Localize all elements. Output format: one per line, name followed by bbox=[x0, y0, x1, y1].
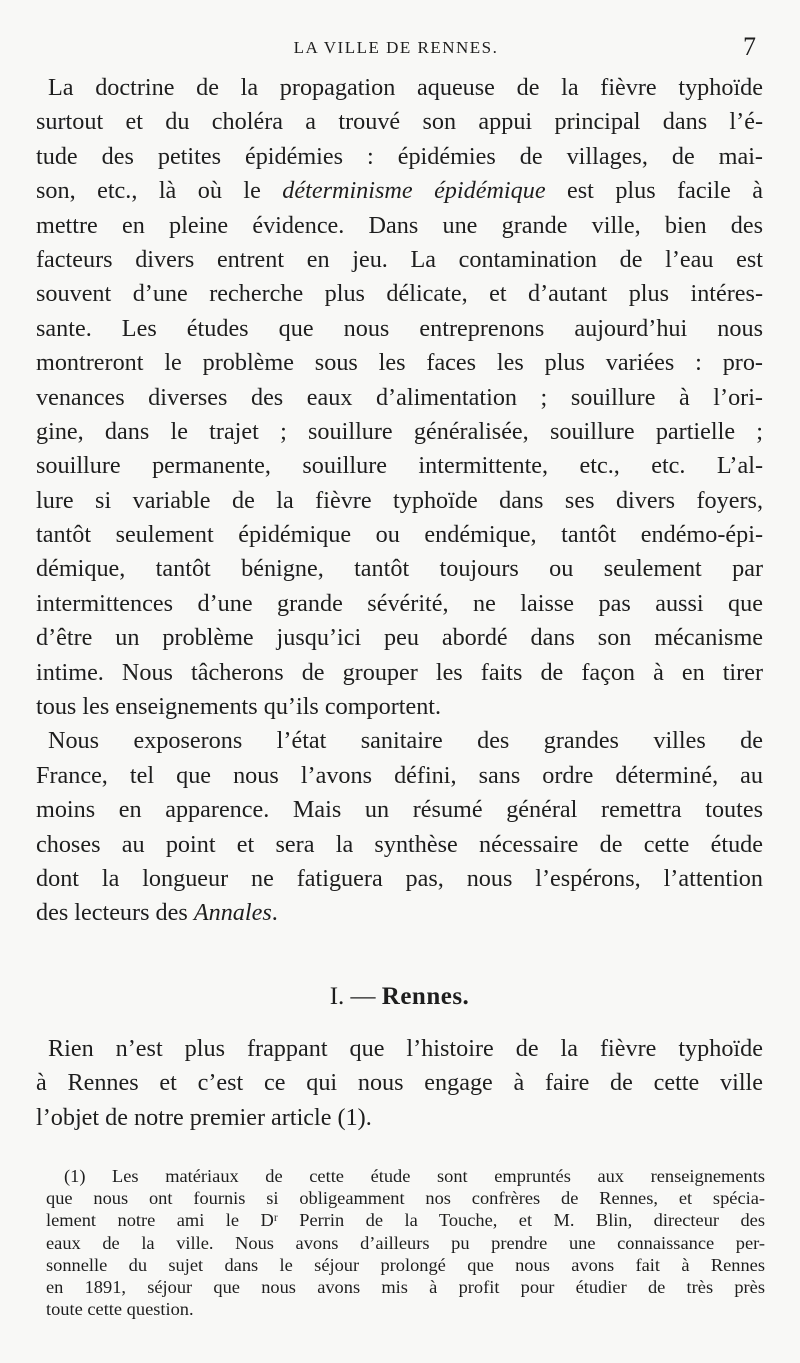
text-line: démique, tantôt bénigne, tantôt toujours ou seulement par bbox=[36, 555, 763, 583]
text-line: La doctrine de la propagation aqueuse de la fièvre typhoïde bbox=[48, 74, 763, 101]
italic-text: déterminisme épidémique bbox=[282, 177, 546, 205]
text-line bbox=[36, 174, 763, 208]
text-line: moins en apparence. Mais un résumé général remettra toutes bbox=[36, 796, 763, 824]
text-line: gine, dans le trajet ; souillure généralisée, souillure partielle ; bbox=[36, 417, 763, 445]
text-line: d’être un problème jusqu’ici peu abordé dans son mécanisme bbox=[36, 624, 763, 652]
intro-text bbox=[36, 71, 763, 931]
footnote-line: eaux de la ville. Nous avons d’ailleurs pu prendre une connaissance per- bbox=[46, 1232, 765, 1253]
intro-paragraph-2 bbox=[36, 724, 763, 930]
text-segment: des lecteurs des bbox=[36, 899, 194, 927]
section-number: I. — bbox=[329, 983, 376, 1010]
text-line: venances diverses des eaux d’alimentation ; souillure à l’ori- bbox=[36, 383, 763, 411]
text-line: Nous exposerons l’état sanitaire des grandes villes de bbox=[48, 727, 763, 755]
text-line: dont la longueur ne fatiguera pas, nous l’espérons, l’attention bbox=[36, 864, 763, 892]
text-line: lure si variable de la fièvre typhoïde dans ses divers foyers, bbox=[36, 486, 763, 514]
text-line: tous les enseignements qu’ils comportent. bbox=[36, 693, 442, 721]
text-line: Rien n’est plus frappant que l’histoire de la fièvre typhoïde bbox=[48, 1035, 763, 1062]
text-line: tantôt seulement épidémique ou endémique, tantôt endémo-épi- bbox=[36, 521, 763, 549]
footnote-line: toute cette question. bbox=[46, 1299, 194, 1320]
text-line bbox=[36, 896, 763, 930]
footnote-line: (1) Les matériaux de cette étude sont empruntés aux renseignements bbox=[64, 1166, 765, 1186]
footnote-line: sonnelle du sujet dans le séjour prolongé que nous avons fait à Rennes bbox=[46, 1254, 765, 1275]
running-head bbox=[36, 34, 756, 64]
page-number: 7 bbox=[743, 32, 756, 61]
intro-paragraph-1 bbox=[36, 71, 763, 724]
text-line: souillure permanente, souillure intermittente, etc., etc. L’al- bbox=[36, 452, 763, 480]
text-line: intermittences d’une grande sévérité, ne laisse pas aussi que bbox=[36, 589, 763, 617]
text-line: mettre en pleine évidence. Dans une grande ville, bien des bbox=[36, 211, 763, 239]
running-title: LA VILLE DE RENNES. bbox=[293, 38, 499, 57]
text-line: facteurs divers entrent en jeu. La contamination de l’eau est bbox=[36, 245, 763, 273]
footnote-line: en 1891, séjour que nous avons mis à profit pour étudier de très près bbox=[46, 1276, 765, 1297]
text-line: à Rennes et c’est ce qui nous engage à faire de cette ville bbox=[36, 1069, 763, 1097]
italic-text: Annales bbox=[193, 899, 272, 927]
text-line: intime. Nous tâcherons de grouper les faits de façon à en tirer bbox=[36, 658, 763, 686]
footnote-line: que nous ont fournis si obligeamment nos confrères de Rennes, et spécia- bbox=[46, 1188, 765, 1209]
text-line: choses au point et sera la synthèse nécessaire de cette étude bbox=[36, 830, 763, 858]
text-line: tude des petites épidémies : épidémies de villages, de mai- bbox=[36, 142, 763, 170]
footnote bbox=[46, 1165, 765, 1320]
text-line: souvent d’une recherche plus délicate, et d’autant plus intéres- bbox=[36, 280, 763, 308]
text-segment: est plus facile à bbox=[545, 177, 763, 205]
text-line: montreront le problème sous les faces les plus variées : pro- bbox=[36, 349, 763, 377]
section-text bbox=[36, 1032, 763, 1135]
footnote-line: lement notre ami le Dʳ Perrin de la Touche, et M. Blin, directeur des bbox=[46, 1210, 765, 1231]
section-paragraph-1 bbox=[36, 1032, 763, 1135]
text-line: France, tel que nous l’avons défini, sans ordre déterminé, au bbox=[36, 761, 763, 789]
text-line: surtout et du choléra a trouvé son appui principal dans l’é- bbox=[36, 108, 763, 136]
text-line: l’objet de notre premier article (1). bbox=[36, 1103, 372, 1131]
text-segment: . bbox=[271, 899, 278, 927]
text-segment: son, etc., là où le bbox=[36, 177, 283, 205]
text-line: sante. Les études que nous entreprenons aujourd’hui nous bbox=[36, 314, 763, 342]
section-heading bbox=[36, 980, 763, 1014]
section-title: Rennes. bbox=[381, 983, 470, 1010]
